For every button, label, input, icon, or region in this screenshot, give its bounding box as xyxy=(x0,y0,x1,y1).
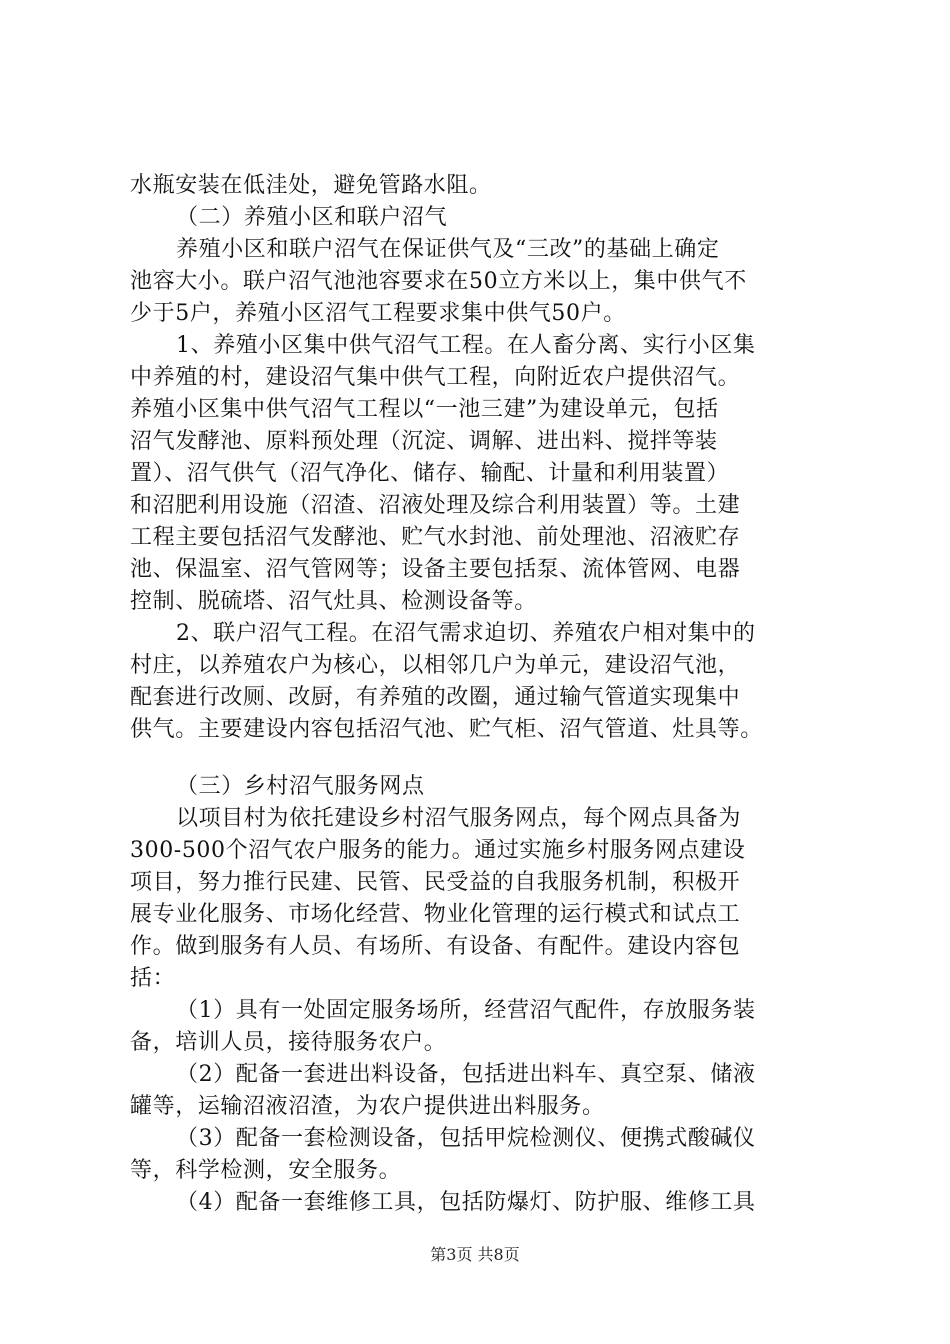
paragraph-line: 村庄，以养殖农户为核心，以相邻几户为单元，建设沼气池， xyxy=(130,653,741,678)
list-item-line: （1）具有一处固定服务场所，经营沼气配件，存放服务装 xyxy=(176,998,756,1023)
section-heading: （三）乡村沼气服务网点 xyxy=(176,774,425,799)
paragraph-line: 置）、沼气供气（沼气净化、储存、输配、计量和利用装置） xyxy=(130,461,730,486)
paragraph-line: 1、养殖小区集中供气沼气工程。在人畜分离、实行小区集 xyxy=(176,333,756,358)
paragraph-line: 中养殖的村，建设沼气集中供气工程，向附近农户提供沼气。 xyxy=(130,365,741,390)
paragraph-line: 配套进行改厕、改厨，有养殖的改圈，通过输气管道实现集中 xyxy=(130,685,741,710)
paragraph-line: 300-500个沼气农户服务的能力。通过实施乡村服务网点建设 xyxy=(130,838,746,863)
paragraph-line: 括： xyxy=(130,966,176,991)
list-item-line: 等，科学检测，安全服务。 xyxy=(130,1158,402,1183)
paragraph-line: 池、保温室、沼气管网等；设备主要包括泵、流体管网、电器 xyxy=(130,557,741,582)
list-item-line: （2）配备一套进出料设备，包括进出料车、真空泵、储液 xyxy=(176,1062,756,1087)
paragraph-line: 池容大小。联户沼气池池容要求在50立方米以上，集中供气不 xyxy=(130,269,747,294)
paragraph-line: 2、联户沼气工程。在沼气需求迫切、养殖农户相对集中的 xyxy=(176,621,756,646)
section-heading: （二）养殖小区和联户沼气 xyxy=(176,205,448,230)
list-item-line: （4）配备一套维修工具，包括防爆灯、防护服、维修工具 xyxy=(176,1190,756,1215)
paragraph-line: 控制、脱硫塔、沼气灶具、检测设备等。 xyxy=(130,589,537,614)
paragraph-line: 以项目村为依托建设乡村沼气服务网点，每个网点具备为 xyxy=(176,806,742,831)
text-line: 水瓶安装在低洼处，避免管路水阻。 xyxy=(130,173,492,198)
list-item-line: （3）配备一套检测设备，包括甲烷检测仪、便携式酸碱仪 xyxy=(176,1126,756,1151)
paragraph-line: 沼气发酵池、原料预处理（沉淀、调解、进出料、搅拌等装 xyxy=(130,429,718,454)
list-item-line: 罐等，运输沼液沼渣，为农户提供进出料服务。 xyxy=(130,1094,605,1119)
paragraph-line: 养殖小区集中供气沼气工程以“一池三建”为建设单元，包括 xyxy=(130,397,719,422)
page-number-footer: 第3页 共8页 xyxy=(430,1245,520,1264)
paragraph-line: 养殖小区和联户沼气在保证供气及“三改”的基础上确定 xyxy=(176,237,720,262)
paragraph-line: 展专业化服务、市场化经营、物业化管理的运行模式和试点工 xyxy=(130,902,741,927)
paragraph-line: 工程主要包括沼气发酵池、贮气水封池、前处理池、沼液贮存 xyxy=(130,525,741,550)
paragraph-line: 作。做到服务有人员、有场所、有设备、有配件。建设内容包 xyxy=(130,934,741,959)
paragraph-line: 供气。主要建设内容包括沼气池、贮气柜、沼气管道、灶具等。 xyxy=(130,717,763,742)
paragraph-line: 少于5户，养殖小区沼气工程要求集中供气50户。 xyxy=(130,301,626,326)
paragraph-line: 项目，努力推行民建、民管、民受益的自我服务机制，积极开 xyxy=(130,870,741,895)
paragraph-line: 和沼肥利用设施（沼渣、沼液处理及综合利用装置）等。土建 xyxy=(130,493,741,518)
list-item-line: 备，培训人员，接待服务农户。 xyxy=(130,1030,447,1055)
